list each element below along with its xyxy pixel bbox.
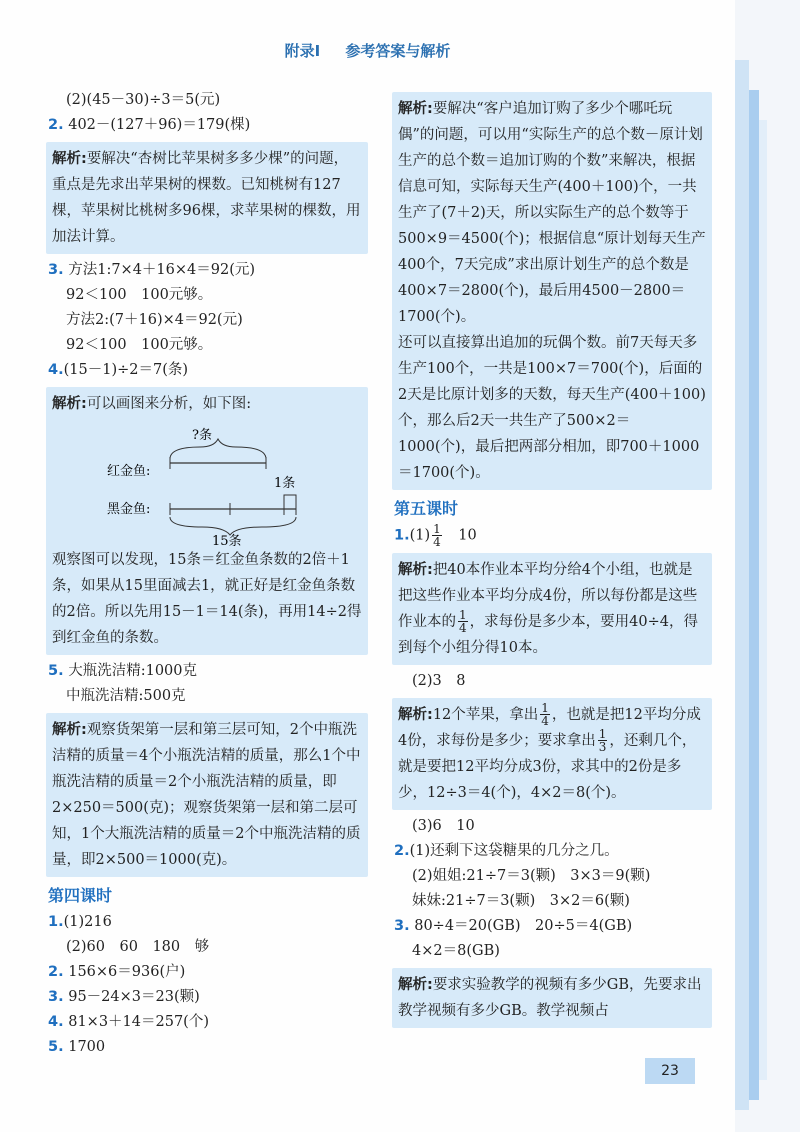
- fraction-numerator: 1: [459, 608, 467, 622]
- analysis-text: 可以画图来分析，如下图:: [86, 396, 252, 412]
- question-number: 1.: [394, 527, 410, 544]
- section-title: 第四课时: [48, 886, 113, 905]
- analysis-box: [392, 92, 712, 490]
- analysis-box: [392, 968, 712, 1028]
- analysis-text: 要解决“客户追加订购了多少个哪吒玩偶”的问题，可以用“实际生产的总个数－原计划生产的总个数＝追加订购的个数”来解决，根据信息可知，实际每天生产(400＋100)个，一共生产了(7＋2)天，所以实际生产的总个数等于500×9＝4500(个)；根据信息“原计划每天生产400个，7天完成”求出原计划生产的总个数是400×7＝2800(个)，最后用4500－2800＝1700(个)。: [398, 101, 706, 325]
- analysis-label: 解析:: [398, 706, 433, 723]
- analysis-text: 要求实验教学的视频有多少GB，先要求出教学视频有多少GB。教学视频占: [398, 976, 702, 1019]
- answer-line: 1700: [68, 1039, 106, 1055]
- question-number: 3.: [48, 262, 64, 278]
- question-number: 4.: [48, 1014, 64, 1030]
- fraction: [432, 523, 442, 548]
- fraction-denominator: 3: [598, 740, 607, 754]
- answer-line: 方法2:(7＋16)×4＝92(元): [66, 312, 243, 328]
- answer-line: 80÷4＝20(GB) 20÷5＝4(GB): [414, 917, 633, 934]
- analysis-box: [46, 713, 368, 877]
- question-number: 2.: [48, 117, 64, 133]
- fraction-numerator: 1: [541, 701, 549, 715]
- brace-top: [170, 439, 266, 459]
- answer-line: 156×6＝936(户): [68, 964, 186, 980]
- analysis-box: [392, 553, 712, 665]
- left-column: [48, 88, 368, 1060]
- analysis-text: 要解决“杏树比苹果树多多少棵”的问题，重点是先求出苹果树的棵数。已知桃树有127棵，苹果树比桃树多96棵，求苹果树的棵数，用加法计算。: [52, 151, 361, 245]
- analysis-text: 观察图可以发现，15条＝红金鱼条数的2倍＋1条，如果从15里面减去1，就正好是红金鱼条数的2倍。所以先用15－1＝14(条)，再用14÷2得到红金鱼的条数。: [52, 552, 362, 646]
- question-number: 4.: [48, 362, 64, 378]
- diagram-question-label: ?条: [192, 428, 212, 443]
- answer-line: (2)姐姐:21÷7＝3(颗) 3×3＝9(颗): [412, 867, 651, 884]
- fraction-numerator: 1: [598, 727, 607, 741]
- fraction: [458, 609, 468, 634]
- page-edge: [735, 60, 749, 1110]
- answer-line: 92＜100 100元够。: [66, 287, 213, 303]
- analysis-text: 还可以直接算出追加的玩偶个数。前7天每天多生产100个，一共是100×7＝700(个)，后面的2天是比原计划多的天数，每天生产(400＋100)个，那么后2天一共生产了500×2＝1000(个)，最后把两部分相加，即700＋1000＝1700(个)。: [398, 335, 706, 481]
- analysis-label: 解析:: [52, 396, 87, 412]
- analysis-text: ，还剩几个，就是要把12平均分成3份，求其中的2份是多少，12÷3＝4(个)，4×2＝8(个)。: [398, 732, 697, 801]
- answer-line: 81×3＋14＝257(个): [68, 1014, 209, 1030]
- brace-bottom: [170, 517, 296, 535]
- analysis-label: 解析:: [398, 101, 433, 117]
- answer-line: 402－(127＋96)＝179(棵): [68, 117, 251, 133]
- answer-line: 方法1:7×4＋16×4＝92(元): [68, 262, 256, 278]
- answer-line: 95－24×3＝23(颗): [68, 989, 200, 1005]
- answer-line: (1)还剩下这袋糖果的几分之几。: [409, 842, 619, 859]
- question-number: 2.: [48, 964, 64, 980]
- analysis-box: [46, 387, 368, 655]
- fraction-denominator: 4: [459, 621, 467, 635]
- answer-line: 妹妹:21÷7＝3(颗) 3×2＝6(颗): [412, 892, 630, 909]
- brace-one: [284, 495, 296, 509]
- analysis-text: ，也就是把12平均分成4份，求每份是多少；要求拿出: [398, 706, 701, 749]
- analysis-text: 12个苹果，拿出: [432, 706, 539, 723]
- answer-line: (3)6 10: [412, 817, 475, 834]
- question-number: 5.: [48, 1039, 64, 1055]
- fraction-denominator: 4: [541, 714, 549, 728]
- answer-line: (2)3 8: [412, 672, 466, 689]
- page-header: [0, 40, 735, 61]
- analysis-label: 解析:: [398, 976, 433, 993]
- answer-line: (1): [409, 527, 431, 544]
- red-fish-label: 红金鱼:: [107, 464, 151, 479]
- analysis-label: 解析:: [398, 561, 433, 578]
- fraction-denominator: 4: [433, 535, 441, 549]
- answer-line: (1)216: [63, 914, 112, 930]
- answer-line: (2)60 60 180 够: [66, 939, 210, 955]
- analysis-box: [46, 142, 368, 254]
- analysis-text: ，求每份是多少本，要用40÷4，得到每个小组分得10本。: [398, 613, 698, 656]
- answer-line: 10: [458, 527, 477, 544]
- appendix-label: 附录Ⅰ: [284, 42, 321, 60]
- page-number: 23: [645, 1058, 695, 1084]
- analysis-label: 解析:: [52, 722, 87, 738]
- analysis-box: [392, 698, 712, 810]
- answer-line: 4×2＝8(GB): [412, 942, 500, 959]
- analysis-text: 把40本作业本平均分给4个小组，也就是把这些作业本平均分成4份，所以每份都是这些作业本的: [398, 561, 698, 630]
- question-number: 2.: [394, 842, 410, 859]
- page-edge: [759, 120, 767, 1080]
- right-column: [394, 88, 712, 1032]
- analysis-label: 解析:: [52, 151, 87, 167]
- line-segment-diagram: [52, 417, 362, 547]
- answer-line: (2)(45－30)÷3＝5(元): [66, 92, 221, 108]
- fraction: [540, 702, 550, 727]
- page-edge: [749, 90, 759, 1100]
- question-number: 5.: [48, 663, 64, 679]
- question-number: 3.: [394, 917, 410, 934]
- one-fish-label: 1条: [274, 476, 296, 491]
- question-number: 3.: [48, 989, 64, 1005]
- answer-line: 大瓶洗洁精:1000克: [68, 663, 198, 679]
- section-title: 第五课时: [394, 499, 459, 518]
- total-label: 15条: [212, 534, 242, 547]
- answer-line: 中瓶洗洁精:500克: [66, 688, 186, 704]
- black-fish-label: 黑金鱼:: [107, 502, 151, 517]
- answer-line: 92＜100 100元够。: [66, 337, 213, 353]
- analysis-text: 观察货架第一层和第三层可知，2个中瓶洗洁精的质量＝4个小瓶洗洁精的质量，那么1个中瓶洗洁精的质量＝2个小瓶洗洁精的质量，即2×250＝500(克)；观察货架第一层和第二层可知，1个大瓶洗洁精的质量＝2个中瓶洗洁精的质量，即2×500＝1000(克)。: [52, 722, 361, 868]
- answer-line: (15－1)÷2＝7(条): [63, 362, 189, 378]
- segment-diagram-svg: [52, 417, 352, 547]
- fraction-numerator: 1: [433, 522, 441, 536]
- fraction: [598, 728, 608, 753]
- question-number: 1.: [48, 914, 64, 930]
- header-title: 参考答案与解析: [345, 42, 451, 60]
